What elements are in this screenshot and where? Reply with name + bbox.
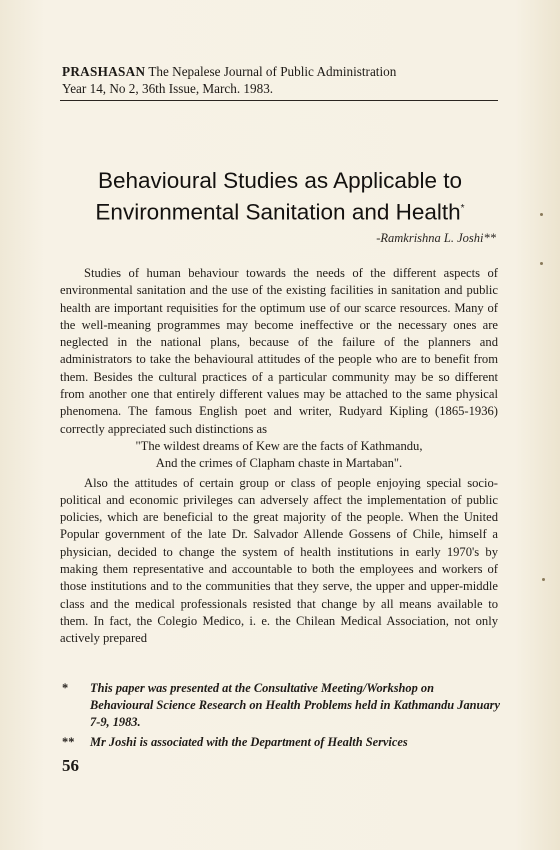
footnote-1-mark: * <box>62 681 69 695</box>
footnote-2-text: Mr Joshi is associated with the Department of Health Services <box>90 735 408 749</box>
footnote-1-text: This paper was presented at the Consultative Meeting/Workshop on Behavioural Science Research on Health Problems held in Kathmandu January 7-9, 1983. <box>90 681 500 729</box>
footnote-1 <box>62 680 500 731</box>
page-number: 56 <box>62 756 79 775</box>
kipling-quote <box>60 438 498 473</box>
article-body <box>60 265 498 648</box>
title-footnote-marker: * <box>460 203 465 214</box>
journal-header <box>62 63 502 97</box>
title-line-1: Behavioural Studies as Applicable to <box>98 168 462 193</box>
paper-speck <box>540 213 543 216</box>
paper-speck <box>542 578 545 581</box>
paper-speck <box>540 262 543 265</box>
article-title <box>60 167 500 227</box>
author-byline: -Ramkrishna L. Joshi** <box>376 231 496 245</box>
journal-name: PRASHASAN <box>62 64 146 79</box>
footnotes <box>62 680 500 754</box>
paragraph-2: Also the attitudes of certain group or class of people enjoying special socio-political and economic privileges can adversely affect the implementation of public policies, which are beneficial to the great majority of the people. When the United Popular government of the late Dr. Salvador Allende Gossens of Chile, himself a physician, decided to change the system of health institutions in early 1970's by making them representative and accountable to both the employees and workers of those institutions and to the communities that they serve, the upper and upper-middle class and the medical professionals resisted that change by all means available to them. In fact, the Colegio Medico, i. e. the Chilean Medical Association, not only actively prepared <box>60 475 498 646</box>
footnote-2 <box>62 734 500 751</box>
header-rule <box>60 100 498 101</box>
quote-line-2: And the crimes of Clapham chaste in Martaban". <box>155 456 403 471</box>
quote-line-1: "The wildest dreams of Kew are the facts of Kathmandu, <box>135 438 423 453</box>
journal-description: The Nepalese Journal of Public Administration <box>148 64 397 79</box>
title-line-2: Environmental Sanitation and Health <box>95 199 461 225</box>
footnote-2-mark: ** <box>62 735 75 749</box>
paragraph-1: Studies of human behaviour towards the needs of the different aspects of environmental sanitation and the use of the existing facilities in sanitation and public health are important requisities for the optimum use of our scarce resources. Many of the well-meaning programmes may become ineffective or the necessary ones are neglected in the national plans, because of the failure of the planners and administrators to take the behavioural attitudes of the people who are to benefit from them. Besides the cultural practices of a particular community may be so different from another one that entirely different values may be attached to the same physical phenomena. The famous English poet and writer, Rudyard Kipling (1865-1936) correctly appreciated such distinctions as <box>60 266 498 436</box>
issue-line: Year 14, No 2, 36th Issue, March. 1983. <box>62 81 274 96</box>
